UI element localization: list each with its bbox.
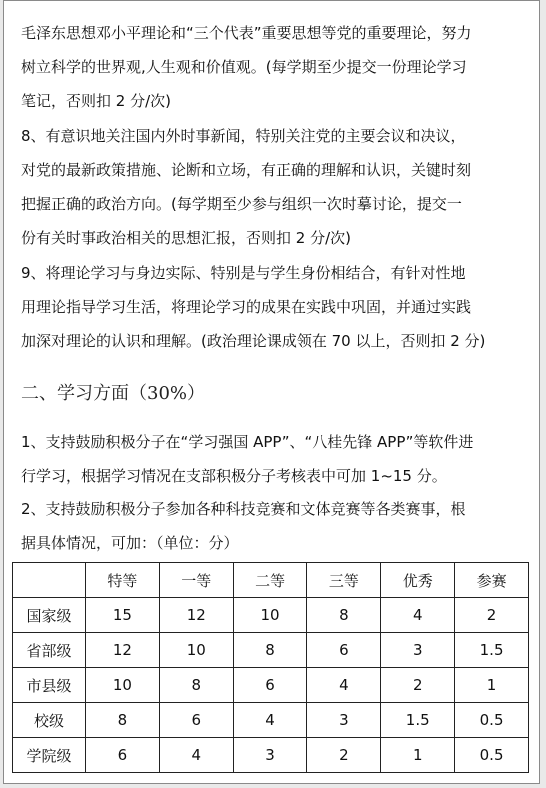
- text-line: 8、有意识地关注国内外时事新闻，特别关注党的主要会议和决议，: [21, 127, 466, 145]
- table-cell: 3: [381, 633, 455, 668]
- table-cell: 0.5: [455, 703, 529, 738]
- table-cell: 1: [381, 738, 455, 773]
- text-line: 把握正确的政治方向。(每学期至少参与组织一次时摹讨论，提交一: [21, 195, 462, 213]
- text-line: 行学习，根据学习情况在支部积极分子考核表中可加 1~15 分。: [21, 467, 447, 485]
- table-header-row: [13, 563, 529, 598]
- text-line: 毛泽东思想邓小平理论和“三个代表”重要思想等党的重要理论，努力: [21, 24, 472, 42]
- table-cell: 8: [86, 703, 160, 738]
- table-cell: 10: [86, 668, 160, 703]
- text-line: 份有关时事政治相关的思想汇报，否则扣 2 分/次): [21, 229, 351, 247]
- text-line: 树立科学的世界观,人生观和价值观。(每学期至少提交一份理论学习: [21, 58, 467, 76]
- table-cell: 4: [159, 738, 233, 773]
- table-cell: 2: [455, 598, 529, 633]
- table-row: [13, 738, 529, 773]
- table-cell: 6: [86, 738, 160, 773]
- text-line: 加深对理论的认识和理解。(政治理论课成领在 70 以上，否则扣 2 分): [21, 332, 486, 350]
- table-cell: 1.5: [381, 703, 455, 738]
- document-page: [3, 0, 540, 784]
- table-cell: 10: [233, 598, 307, 633]
- text-line: 1、支持鼓励积极分子在“学习强国 APP”、“八桂先锋 APP”等软件进: [21, 433, 474, 451]
- table-cell: 4: [307, 668, 381, 703]
- table-row-label: 国家级: [13, 598, 86, 633]
- table-cell: 6: [307, 633, 381, 668]
- table-header-cell: 一等: [159, 563, 233, 598]
- table-cell: 12: [86, 633, 160, 668]
- table-cell: 6: [233, 668, 307, 703]
- text-line: 2、支持鼓励积极分子参加各种科技竞赛和文体竞赛等各类赛事，根: [21, 500, 466, 518]
- paragraph-item-9: [21, 256, 536, 358]
- paragraph-theory-study: [21, 16, 536, 118]
- table-header-cell: 参赛: [455, 563, 529, 598]
- text-line: 9、将理论学习与身边实际、特别是与学生身份相结合，有针对性地: [21, 264, 466, 282]
- table-row-label: 市县级: [13, 668, 86, 703]
- table-header-cell: 特等: [86, 563, 160, 598]
- table-cell: 8: [159, 668, 233, 703]
- table-cell: 10: [159, 633, 233, 668]
- section-heading-study: 二、学习方面（30%）: [21, 383, 206, 404]
- table-row-label: 校级: [13, 703, 86, 738]
- table-header-cell: [13, 563, 86, 598]
- table-cell: 15: [86, 598, 160, 633]
- table-cell: 3: [233, 738, 307, 773]
- text-line: 据具体情况，可加：（单位：分）: [21, 534, 239, 552]
- table-cell: 2: [307, 738, 381, 773]
- table-cell: 0.5: [455, 738, 529, 773]
- table-row-label: 省部级: [13, 633, 86, 668]
- text-line: 笔记，否则扣 2 分/次): [21, 92, 171, 110]
- table-cell: 4: [233, 703, 307, 738]
- paragraph-item-8: [21, 119, 536, 255]
- paragraph-study-item-1: [21, 425, 536, 493]
- table-row: [13, 703, 529, 738]
- table-header-cell: 三等: [307, 563, 381, 598]
- table-row: [13, 598, 529, 633]
- paragraph-study-item-2: [21, 492, 536, 560]
- table-row: [13, 668, 529, 703]
- table-cell: 8: [233, 633, 307, 668]
- table-header-cell: 二等: [233, 563, 307, 598]
- table-row: [13, 633, 529, 668]
- table-cell: 12: [159, 598, 233, 633]
- table-cell: 1.5: [455, 633, 529, 668]
- table-cell: 2: [381, 668, 455, 703]
- table-cell: 1: [455, 668, 529, 703]
- table-cell: 6: [159, 703, 233, 738]
- table-row-label: 学院级: [13, 738, 86, 773]
- text-line: 对党的最新政策措施、论断和立场，有正确的理解和认识，关键时刻: [21, 161, 472, 179]
- table-header-cell: 优秀: [381, 563, 455, 598]
- table-cell: 8: [307, 598, 381, 633]
- text-line: 用理论指导学习生活，将理论学习的成果在实践中巩固，并通过实践: [21, 298, 472, 316]
- table-cell: 3: [307, 703, 381, 738]
- competition-score-table: [12, 562, 529, 773]
- table-cell: 4: [381, 598, 455, 633]
